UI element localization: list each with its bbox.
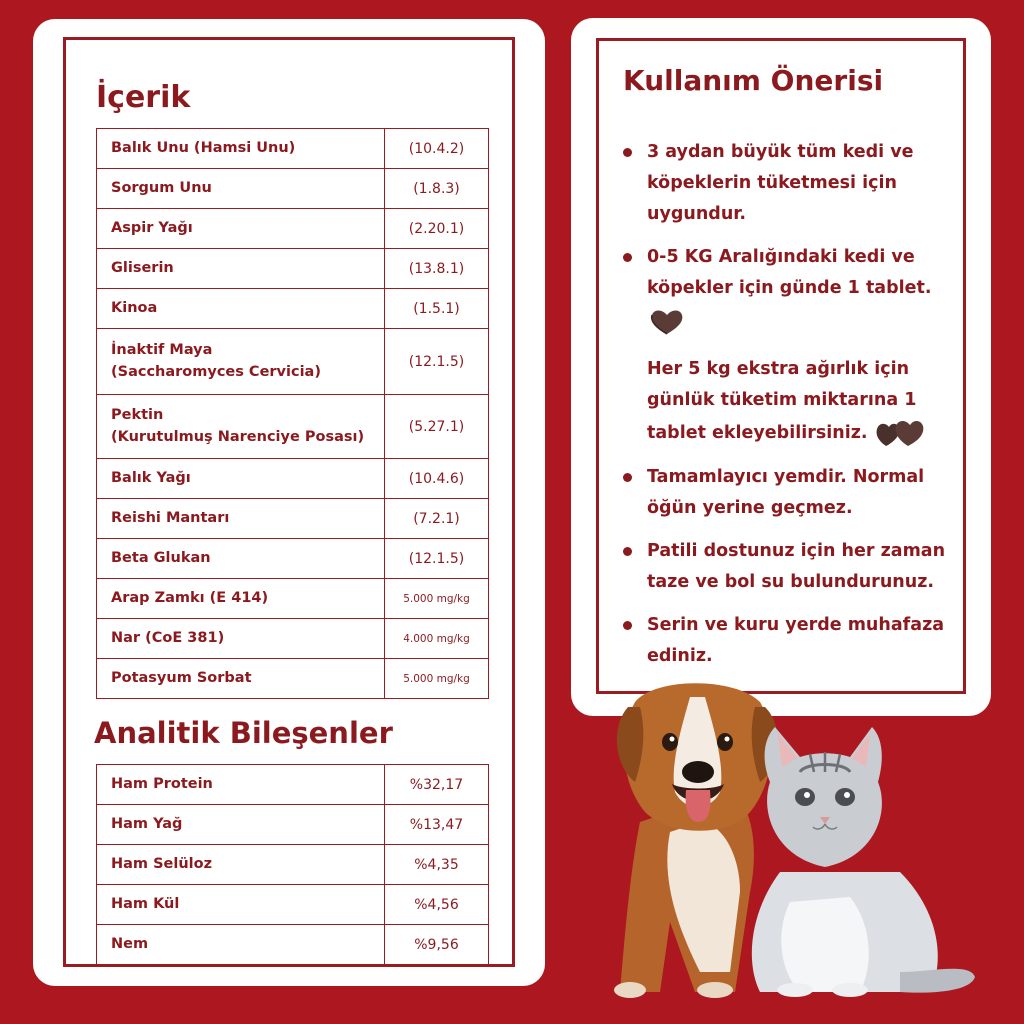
analytic-name: Nem: [97, 925, 385, 965]
tablet-icon-wrap: [647, 304, 957, 342]
ingredient-code: (10.4.2): [385, 129, 489, 169]
table-row: [97, 169, 489, 209]
ingredients-frame: [63, 37, 515, 967]
ingredient-code: (5.27.1): [385, 395, 489, 459]
usage-list: [623, 137, 957, 672]
analytic-value: %32,17: [385, 765, 489, 805]
ingredient-code: (12.1.5): [385, 329, 489, 395]
ingredients-title: İçerik: [96, 80, 191, 115]
table-row: [97, 249, 489, 289]
table-row: [97, 459, 489, 499]
ingredient-name: Beta Glukan: [97, 539, 385, 579]
analytic-name: Ham Selüloz: [97, 845, 385, 885]
analytic-value: %9,56: [385, 925, 489, 965]
ingredient-name: Potasyum Sorbat: [97, 659, 385, 699]
usage-card: [571, 18, 991, 716]
ingredient-name: Balık Yağı: [97, 459, 385, 499]
ingredient-name: Kinoa: [97, 289, 385, 329]
ingredient-code: (7.2.1): [385, 499, 489, 539]
analytic-table: [96, 764, 489, 965]
ingredient-amount: 5.000 mg/kg: [385, 579, 489, 619]
ingredients-table: [96, 128, 489, 699]
table-row: [97, 805, 489, 845]
table-row: [97, 539, 489, 579]
list-item: [623, 610, 957, 672]
usage-text: 0-5 KG Aralığındaki kedi ve köpekler için günde 1 tablet.: [647, 247, 932, 298]
ingredient-subname: (Kurutulmuş Narenciye Posası): [111, 428, 365, 445]
ingredient-name: Pektin: [111, 407, 164, 424]
ingredient-code: (2.20.1): [385, 209, 489, 249]
ingredient-name-cell: [97, 329, 385, 395]
table-row: [97, 129, 489, 169]
table-row: [97, 329, 489, 395]
cat-illustration: [752, 727, 975, 997]
usage-text: Patili dostunuz için her zaman taze ve bol su bulundurunuz.: [647, 541, 946, 592]
ingredient-name: Balık Unu (Hamsi Unu): [97, 129, 385, 169]
list-item: [623, 536, 957, 598]
heart-tablet-icon: [647, 306, 687, 338]
analytic-value: %4,35: [385, 845, 489, 885]
usage-text: 3 aydan büyük tüm kedi ve köpeklerin tüketmesi için uygundur.: [647, 142, 914, 224]
dog-and-cat-image: [600, 672, 980, 1012]
ingredient-code: (1.8.3): [385, 169, 489, 209]
table-row: [97, 925, 489, 965]
ingredient-code: (13.8.1): [385, 249, 489, 289]
ingredient-name: Sorgum Unu: [97, 169, 385, 209]
bullet-icon: [623, 253, 632, 262]
ingredient-name: İnaktif Maya: [111, 342, 213, 359]
ingredient-amount: 5.000 mg/kg: [385, 659, 489, 699]
usage-extra-text: [647, 354, 957, 450]
analytic-name: Ham Protein: [97, 765, 385, 805]
analytic-value: %13,47: [385, 805, 489, 845]
analytic-name: Ham Kül: [97, 885, 385, 925]
table-row: [97, 619, 489, 659]
analytic-value: %4,56: [385, 885, 489, 925]
table-row: [97, 499, 489, 539]
usage-title: Kullanım Önerisi: [623, 64, 884, 97]
table-row: [97, 659, 489, 699]
ingredient-amount: 4.000 mg/kg: [385, 619, 489, 659]
table-row: [97, 395, 489, 459]
usage-text: Serin ve kuru yerde muhafaza ediniz.: [647, 615, 945, 666]
bullet-icon: [623, 473, 632, 482]
list-item: [623, 137, 957, 230]
table-row: [97, 845, 489, 885]
bullet-icon: [623, 621, 632, 630]
list-item: [623, 462, 957, 524]
ingredients-card: [33, 19, 545, 986]
ingredient-code: (10.4.6): [385, 459, 489, 499]
usage-text: Tamamlayıcı yemdir. Normal öğün yerine geçmez.: [647, 467, 925, 518]
table-row: [97, 289, 489, 329]
ingredient-name-cell: [97, 395, 385, 459]
table-row: [97, 579, 489, 619]
bullet-icon: [623, 547, 632, 556]
usage-extra: Her 5 kg ekstra ağırlık için günlük tüketim miktarına 1 tablet ekleyebilirsiniz.: [647, 359, 917, 443]
ingredient-name: Nar (CoE 381): [97, 619, 385, 659]
analytic-name: Ham Yağ: [97, 805, 385, 845]
ingredient-code: (12.1.5): [385, 539, 489, 579]
usage-frame: [596, 38, 966, 694]
ingredient-name: Aspir Yağı: [97, 209, 385, 249]
ingredient-name: Gliserin: [97, 249, 385, 289]
ingredient-name: Arap Zamkı (E 414): [97, 579, 385, 619]
ingredient-code: (1.5.1): [385, 289, 489, 329]
bullet-icon: [623, 148, 632, 157]
heart-tablet-icon: [874, 416, 926, 450]
list-item: [623, 242, 957, 450]
ingredient-name: Reishi Mantarı: [97, 499, 385, 539]
ingredient-subname: (Saccharomyces Cervicia): [111, 363, 321, 380]
analytic-title: Analitik Bileşenler: [94, 716, 393, 750]
table-row: [97, 765, 489, 805]
table-row: [97, 885, 489, 925]
table-row: [97, 209, 489, 249]
